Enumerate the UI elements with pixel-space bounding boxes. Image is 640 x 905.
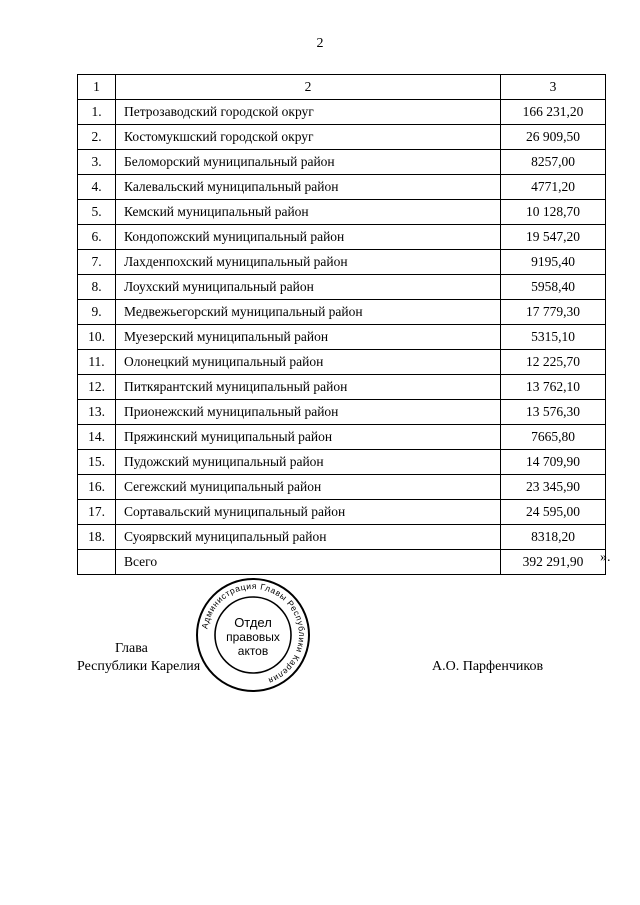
cell-name: Суоярвский муниципальный район xyxy=(116,525,501,550)
cell-amount: 4771,20 xyxy=(501,175,606,200)
cell-name: Прионежский муниципальный район xyxy=(116,400,501,425)
cell-amount: 166 231,20 xyxy=(501,100,606,125)
table-row xyxy=(78,400,606,425)
cell-name: Сортавальский муниципальный район xyxy=(116,500,501,525)
header-cell-amount: 3 xyxy=(501,75,606,100)
cell-amount: 392 291,90 xyxy=(501,550,606,575)
cell-amount: 8257,00 xyxy=(501,150,606,175)
cell-name: Медвежьегорский муниципальный район xyxy=(116,300,501,325)
cell-num: 15. xyxy=(78,450,116,475)
cell-name: Лоухский муниципальный район xyxy=(116,275,501,300)
closing-quote: ». xyxy=(600,550,611,565)
cell-num: 5. xyxy=(78,200,116,225)
table-row xyxy=(78,275,606,300)
table-row xyxy=(78,425,606,450)
cell-amount: 17 779,30 xyxy=(501,300,606,325)
stamp-ring-text: Администрация Главы Республики Карелия xyxy=(199,580,308,687)
table-row xyxy=(78,325,606,350)
cell-num: 9. xyxy=(78,300,116,325)
cell-num: 3. xyxy=(78,150,116,175)
cell-amount: 10 128,70 xyxy=(501,200,606,225)
table-header-row xyxy=(78,75,606,100)
cell-name: Костомукшский городской округ xyxy=(116,125,501,150)
table-row xyxy=(78,375,606,400)
signature-title-line2: Республики Карелия xyxy=(77,659,201,674)
signer-name: А.О. Парфенчиков xyxy=(432,659,544,674)
table-row xyxy=(78,500,606,525)
cell-num: 18. xyxy=(78,525,116,550)
cell-num: 17. xyxy=(78,500,116,525)
cell-num: 2. xyxy=(78,125,116,150)
table-row xyxy=(78,100,606,125)
cell-name: Кемский муниципальный район xyxy=(116,200,501,225)
stamp-center-line3: актов xyxy=(237,644,269,658)
table-row xyxy=(78,450,606,475)
cell-num: 13. xyxy=(78,400,116,425)
signature-title-line1: Глава xyxy=(115,641,148,656)
cell-num: 1. xyxy=(78,100,116,125)
table-row xyxy=(78,200,606,225)
cell-num: 11. xyxy=(78,350,116,375)
cell-name: Олонецкий муниципальный район xyxy=(116,350,501,375)
cell-amount: 19 547,20 xyxy=(501,225,606,250)
page-number: 2 xyxy=(316,36,324,51)
cell-num: 4. xyxy=(78,175,116,200)
cell-num: 14. xyxy=(78,425,116,450)
cell-name: Калевальский муниципальный район xyxy=(116,175,501,200)
cell-name: Петрозаводский городской округ xyxy=(116,100,501,125)
cell-name: Беломорский муниципальный район xyxy=(116,150,501,175)
cell-name: Лахденпохский муниципальный район xyxy=(116,250,501,275)
cell-amount: 23 345,90 xyxy=(501,475,606,500)
table-total-row xyxy=(78,550,606,575)
cell-amount: 26 909,50 xyxy=(501,125,606,150)
cell-name: Муезерский муниципальный район xyxy=(116,325,501,350)
header-cell-num: 1 xyxy=(78,75,116,100)
table-row xyxy=(78,475,606,500)
cell-name: Питкярантский муниципальный район xyxy=(116,375,501,400)
table-row xyxy=(78,225,606,250)
table-row xyxy=(78,250,606,275)
cell-amount: 13 762,10 xyxy=(501,375,606,400)
budget-table xyxy=(77,74,606,575)
cell-name: Пряжинский муниципальный район xyxy=(116,425,501,450)
cell-name: Сегежский муниципальный район xyxy=(116,475,501,500)
table-row xyxy=(78,525,606,550)
table-row xyxy=(78,150,606,175)
cell-num: 12. xyxy=(78,375,116,400)
legal-department-stamp xyxy=(193,575,313,695)
cell-name: Пудожский муниципальный район xyxy=(116,450,501,475)
cell-amount: 24 595,00 xyxy=(501,500,606,525)
cell-amount: 7665,80 xyxy=(501,425,606,450)
stamp-center-line1: Отдел xyxy=(234,615,272,630)
signature-title xyxy=(77,640,200,676)
cell-num: 8. xyxy=(78,275,116,300)
cell-amount: 5958,40 xyxy=(501,275,606,300)
cell-amount: 8318,20 xyxy=(501,525,606,550)
cell-amount: 5315,10 xyxy=(501,325,606,350)
cell-num: 10. xyxy=(78,325,116,350)
table-row xyxy=(78,175,606,200)
cell-num: 16. xyxy=(78,475,116,500)
table-row xyxy=(78,300,606,325)
cell-num: 6. xyxy=(78,225,116,250)
cell-name: Всего xyxy=(116,550,501,575)
table-row xyxy=(78,125,606,150)
cell-amount: 13 576,30 xyxy=(501,400,606,425)
table-row xyxy=(78,350,606,375)
cell-name: Кондопожский муниципальный район xyxy=(116,225,501,250)
cell-amount: 9195,40 xyxy=(501,250,606,275)
header-cell-name: 2 xyxy=(116,75,501,100)
cell-num: 7. xyxy=(78,250,116,275)
cell-amount: 14 709,90 xyxy=(501,450,606,475)
cell-num xyxy=(78,550,116,575)
stamp-center-line2: правовых xyxy=(226,630,280,644)
cell-amount: 12 225,70 xyxy=(501,350,606,375)
table-body xyxy=(78,75,606,575)
